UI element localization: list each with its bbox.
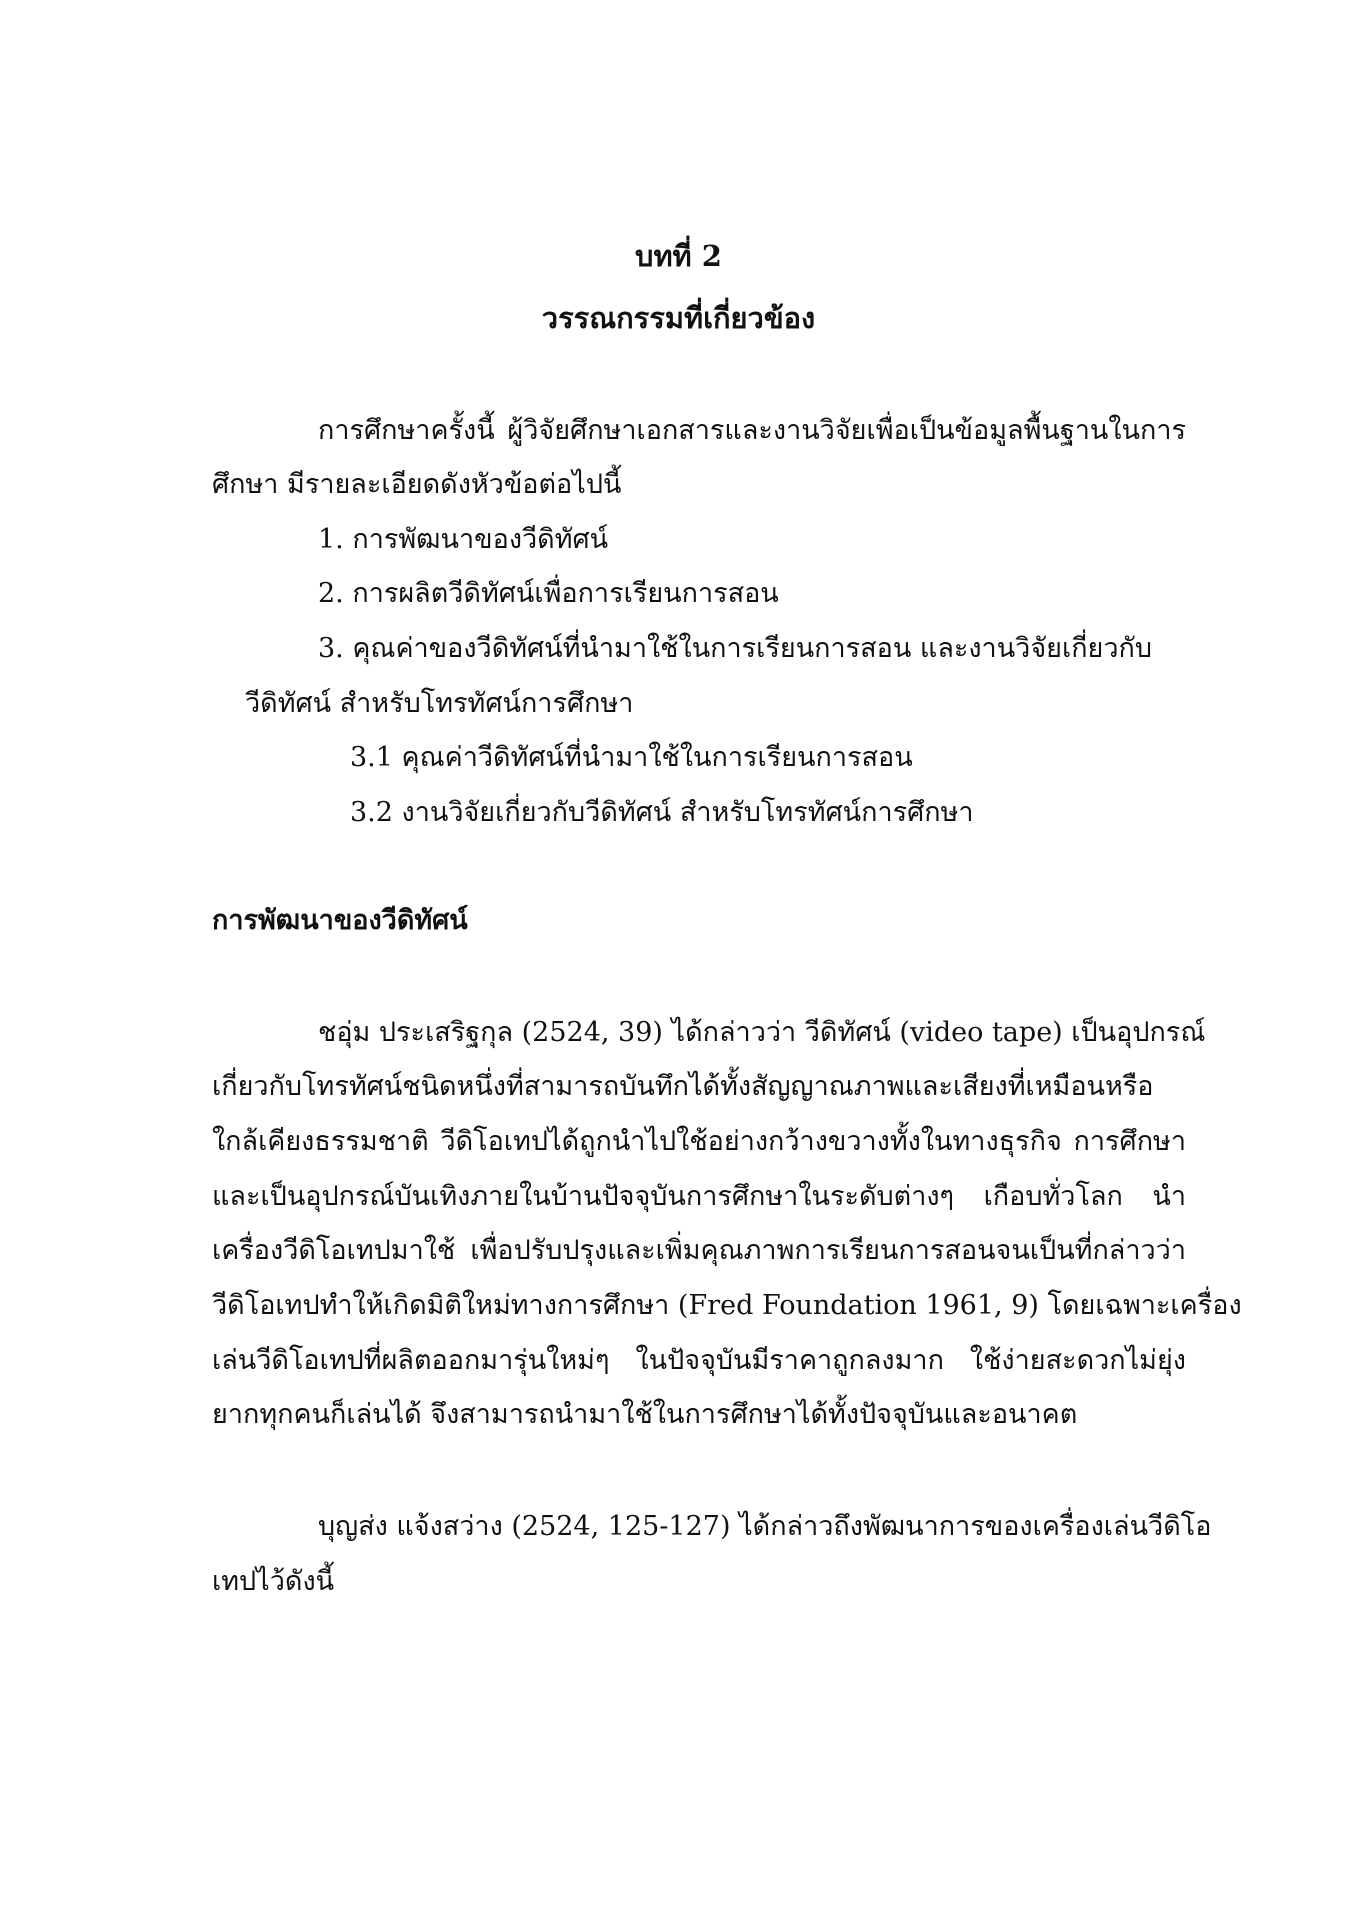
paragraph-1-line-6: วีดิโอเทปทำให้เกิดมิติใหม่ทางการศึกษา (Fred Foundation 1961, 9) โดยเฉพาะเครื่อง [212, 1290, 1242, 1321]
paragraph-1-line-8: ยากทุกคนก็เล่นได้ จึงสามารถนำมาใช้ในการศึกษาได้ทั้งปัจจุบันและอนาคต [212, 1399, 1078, 1430]
topic-item-3-line-1: 3. คุณค่าของวีดิทัศน์ที่นำมาใช้ในการเรียนการสอน และงานวิจัยเกี่ยวกับ [318, 633, 1153, 664]
chapter-number: บทที่ 2 [635, 239, 722, 273]
topic-item-3-1: 3.1 คุณค่าวีดิทัศน์ที่นำมาใช้ในการเรียนการสอน [350, 742, 913, 773]
paragraph-1-line-5: เครื่องวีดิโอเทปมาใช้ เพื่อปรับปรุงและเพิ่มคุณภาพการเรียนการสอนจนเป็นที่กล่าวว่า [212, 1235, 1186, 1266]
paragraph-1-line-1: ชอุ่ม ประเสริฐกุล (2524, 39) ได้กล่าวว่า วีดิทัศน์ (video tape) เป็นอุปกรณ์ [318, 1017, 1206, 1048]
intro-line-1: การศึกษาครั้งนี้ ผู้วิจัยศึกษาเอกสารและงานวิจัยเพื่อเป็นข้อมูลพื้นฐานในการ [318, 415, 1186, 446]
paragraph-2-line-2: เทปไว้ดังนี้ [212, 1566, 335, 1597]
intro-line-2: ศึกษา มีรายละเอียดดังหัวข้อต่อไปนี้ [212, 469, 622, 500]
section-heading: การพัฒนาของวีดิทัศน์ [212, 905, 468, 936]
topic-item-3-2: 3.2 งานวิจัยเกี่ยวกับวีดิทัศน์ สำหรับโทรทัศน์การศึกษา [350, 797, 974, 828]
paragraph-1-line-7: เล่นวีดิโอเทปที่ผลิตออกมารุ่นใหม่ๆ ในปัจจุบันมีราคาถูกลงมาก ใช้ง่ายสะดวกไม่ยุ่ง [212, 1345, 1186, 1376]
topic-item-2: 2. การผลิตวีดิทัศน์เพื่อการเรียนการสอน [318, 578, 779, 609]
topic-item-1: 1. การพัฒนาของวีดิทัศน์ [318, 524, 609, 555]
paragraph-1-line-2: เกี่ยวกับโทรทัศน์ชนิดหนึ่งที่สามารถบันทึกได้ทั้งสัญญาณภาพและเสียงที่เหมือนหรือ [212, 1071, 1154, 1102]
topic-item-3-line-2: วีดิทัศน์ สำหรับโทรทัศน์การศึกษา [245, 688, 634, 719]
paragraph-1-line-3: ใกล้เคียงธรรมชาติ วีดิโอเทปได้ถูกนำไปใช้อย่างกว้างขวางทั้งในทางธุรกิจ การศึกษา [212, 1126, 1186, 1157]
paragraph-1-line-4: และเป็นอุปกรณ์บันเทิงภายในบ้านปัจจุบันการศึกษาในระดับต่างๆ เกือบทั่วโลก นำ [212, 1181, 1186, 1212]
paragraph-2-line-1: บุญส่ง แจ้งสว่าง (2524, 125-127) ได้กล่าวถึงพัฒนาการของเครื่องเล่นวีดิโอ [318, 1511, 1212, 1542]
chapter-title: วรรณกรรมที่เกี่ยวข้อง [541, 301, 816, 335]
